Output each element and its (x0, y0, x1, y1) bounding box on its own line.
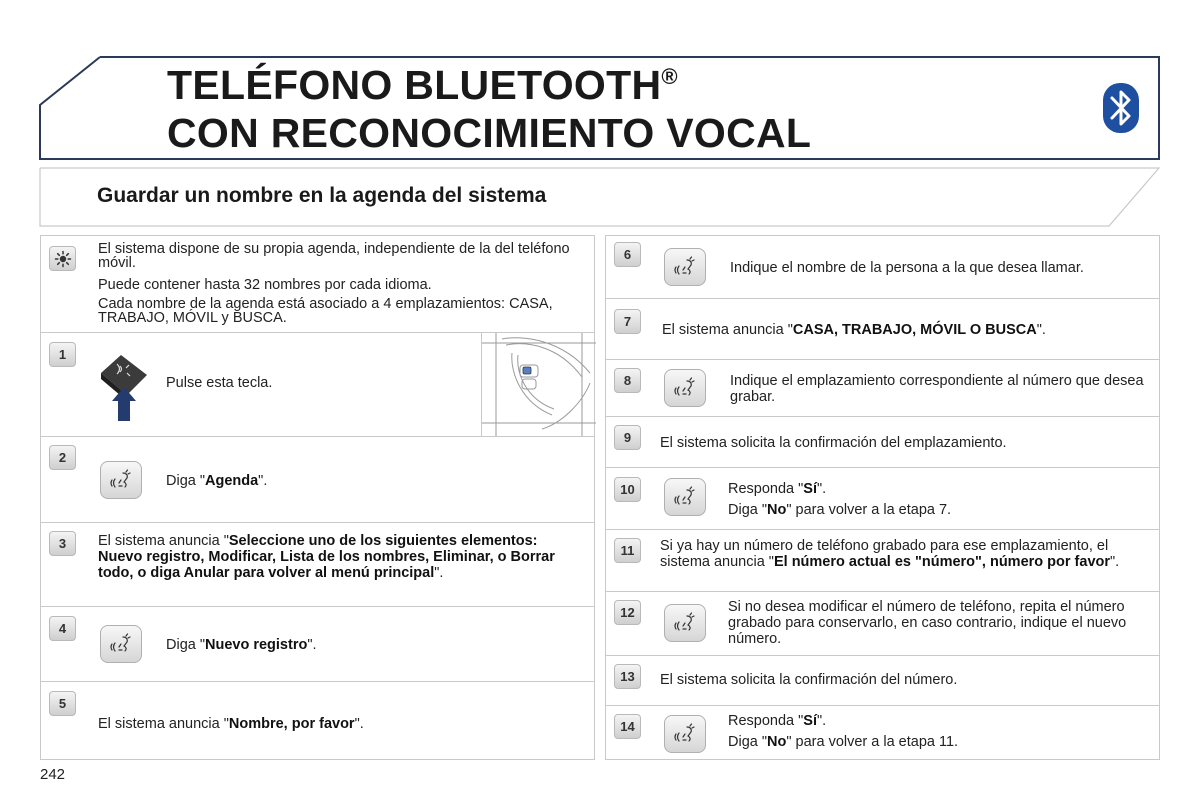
step-9-text: El sistema solicita la confirmación del emplazamiento. (660, 435, 1007, 451)
step-8-text: Indique el emplazamiento correspondiente al número que desea grabar. (730, 373, 1144, 405)
step-12-text: Si no desea modificar el número de teléfono, repita el número grabado para conservarlo, en caso contrario, indique el nuevo número. (728, 599, 1127, 647)
intro-paragraph-2: Puede contener hasta 32 nombres por cada idioma. (98, 277, 432, 293)
step-4-text: Diga "Nuevo registro". (166, 637, 317, 653)
voice-command-icon (100, 625, 142, 663)
step-12 (606, 591, 1159, 656)
page-number: 242 (40, 766, 66, 783)
step-3 (41, 522, 594, 607)
step-14-line-1: Responda "Sí". (728, 713, 827, 729)
step-number-badge: 5 (49, 691, 76, 716)
step-13-text: El sistema solicita la confirmación del número. (660, 672, 958, 688)
intro-paragraph-1: El sistema dispone de su propia agenda, independiente de la del teléfono móvil. (98, 241, 570, 271)
step-2-text: Diga "Agenda". (166, 473, 268, 489)
step-number-badge: 12 (614, 600, 641, 625)
step-5-text: El sistema anuncia "Nombre, por favor". (98, 716, 364, 732)
intro-block (41, 236, 594, 332)
step-14-line-2: Diga "No" para volver a la etapa 11. (728, 734, 959, 750)
step-number-badge: 14 (614, 714, 641, 739)
step-2 (41, 436, 594, 523)
steering-wheel-illustration (481, 333, 596, 436)
bluetooth-icon (1102, 82, 1140, 134)
step-7 (606, 298, 1159, 360)
voice-command-icon (100, 461, 142, 499)
section-title: Guardar un nombre en la agenda del sistema (97, 184, 547, 207)
step-1 (41, 332, 594, 437)
step-6-text: Indique el nombre de la persona a la que desea llamar. (730, 260, 1084, 276)
step-10-line-1: Responda "Sí". (728, 481, 827, 497)
voice-command-icon (664, 478, 706, 516)
page-title-line-1: TELÉFONO BLUETOOTH® (167, 62, 678, 108)
info-badge (49, 246, 76, 271)
right-panel (605, 235, 1160, 760)
step-9 (606, 416, 1159, 468)
step-14 (606, 705, 1159, 760)
step-number-badge: 4 (49, 616, 76, 641)
step-number-badge: 13 (614, 664, 641, 689)
step-number-badge: 8 (614, 368, 641, 393)
step-5 (41, 681, 594, 760)
step-10-line-2: Diga "No" para volver a la etapa 7. (728, 502, 952, 518)
step-4 (41, 606, 594, 682)
step-number-badge: 3 (49, 531, 76, 556)
step-11 (606, 529, 1159, 592)
left-panel (40, 235, 595, 760)
step-10 (606, 467, 1159, 530)
step-number-badge: 9 (614, 425, 641, 450)
step-7-text: El sistema anuncia "CASA, TRABAJO, MÓVIL O BUSCA". (662, 322, 1046, 338)
step-number-badge: 7 (614, 309, 641, 334)
sun-info-icon (54, 250, 72, 268)
step-number-badge: 11 (614, 538, 641, 563)
step-1-text: Pulse esta tecla. (166, 375, 273, 391)
step-3-text: El sistema anuncia "Seleccione uno de los siguientes elementos: Nuevo registro, Modificar, Lista de los nombres, Eliminar, o Borrar todo, o diga Anular para volver al menú principal". (98, 533, 555, 581)
step-number-badge: 2 (49, 445, 76, 470)
steering-wheel-icon (482, 333, 596, 436)
voice-command-icon (664, 715, 706, 753)
step-6 (606, 236, 1159, 298)
voice-command-icon (664, 248, 706, 286)
voice-command-icon (664, 604, 706, 642)
page-title-line-2: CON RECONOCIMIENTO VOCAL (167, 110, 812, 156)
up-arrow-icon (112, 387, 136, 421)
step-13 (606, 655, 1159, 706)
step-11-text: Si ya hay un número de teléfono grabado para ese emplazamiento, el sistema anuncia "El número actual es "número", número por favor". (660, 538, 1120, 570)
intro-paragraph-3: Cada nombre de la agenda está asociado a 4 emplazamientos: CASA, TRABAJO, MÓVIL y BUSCA. (98, 296, 553, 326)
voice-command-icon (664, 369, 706, 407)
step-8 (606, 359, 1159, 417)
steering-wheel-voice-key-icon[interactable] (97, 353, 153, 423)
step-number-badge: 1 (49, 342, 76, 367)
step-number-badge: 6 (614, 242, 641, 267)
step-number-badge: 10 (614, 477, 641, 502)
